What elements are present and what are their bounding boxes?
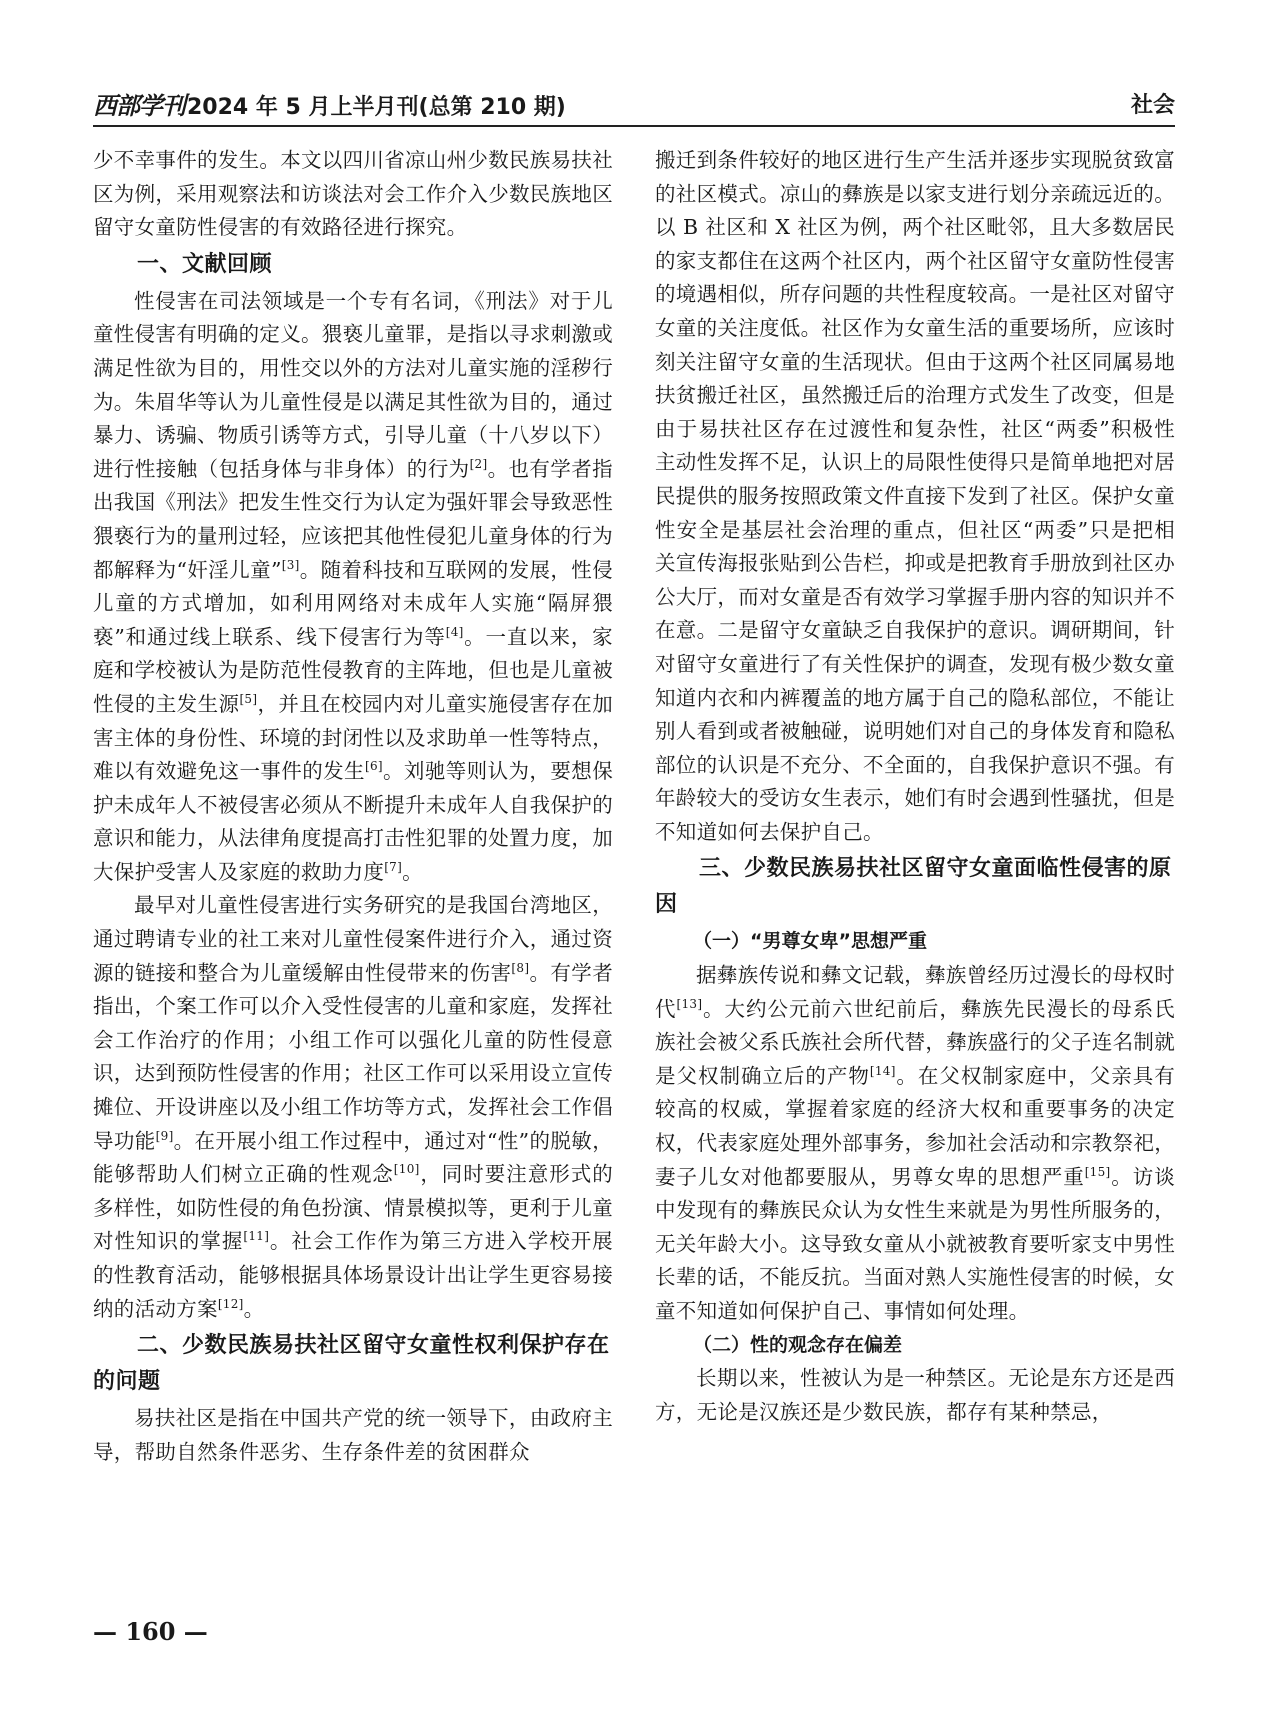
subsection-heading: （一）“男尊女卑”思想严重	[693, 930, 927, 953]
citation-ref: [10]	[393, 1162, 420, 1177]
citation-ref: [9]	[155, 1128, 174, 1143]
paragraph: 最早对儿童性侵害进行实务研究的是我国台湾地区，通过聘请专业的社工来对儿童性侵案件进行介入，通过资源的链接和整合为儿童缓解由性侵带来的伤害[8]。有学者指出，个案工作可以介入受性侵害的儿童和家庭，发挥社会工作治疗的作用；小组工作可以强化儿童的防性侵意识，达到预防性侵害的作用；社区工作可以采用设立宣传摊位、开设讲座以及小组工作坊等方式，发挥社会工作倡导功能[9]。在开展小组工作过程中，通过对“性”的脱敏，能够帮助人们树立正确的性观念[10]，同时要注意形式的多样性，如防性侵的角色扮演、情景模拟等，更利于儿童对性知识的掌握[11]。社会工作作为第三方进入学校开展的性教育活动，能够根据具体场景设计出让学生更容易接纳的活动方案[12]。	[93, 893, 613, 1321]
paragraph: 据彝族传说和彝文记载，彝族曾经历过漫长的母权时代[13]。大约公元前六世纪前后，彝族先民漫长的母系氏族社会被父系氏族社会所代替，彝族盛行的父子连名制就是父权制确立后的产物[14]。在父权制家庭中，父亲具有较高的权威，掌握着家庭的经济大权和重要事务的决定权，代表家庭处理外部事务，参加社会活动和宗教祭祀，妻子儿女对他都要服从，男尊女卑的思想严重[15]。访谈中发现有的彝族民众认为女性生来就是为男性所服务的，无关年龄大小。这导致女童从小就被教育要听家支中男性长辈的话，不能反抗。当面对熟人实施性侵害的时候，女童不知道如何保护自己、事情如何处理。	[655, 963, 1175, 1323]
journal-title	[93, 92, 566, 122]
citation-ref: [7]	[384, 860, 403, 875]
running-header	[93, 92, 1175, 132]
right-column	[655, 144, 1175, 1604]
section-heading: 一、文献回顾	[137, 251, 273, 277]
citation-ref: [13]	[676, 996, 703, 1011]
section-name: 社会	[1130, 93, 1175, 118]
left-column	[93, 144, 613, 1604]
paragraph: 少不幸事件的发生。本文以四川省凉山州少数民族易扶社区为例，采用观察法和访谈法对会工作介入少数民族地区留守女童防性侵害的有效路径进行探究。	[93, 148, 613, 240]
page-number: — 160 —	[93, 1617, 208, 1646]
journal-logo: 西部学刊	[93, 91, 185, 120]
citation-ref: [2]	[469, 456, 488, 471]
paragraph: 长期以来，性被认为是一种禁区。无论是东方还是西方，无论是汉族还是少数民族，都存有某种禁忌，	[655, 1366, 1175, 1424]
citation-ref: [15]	[1084, 1164, 1111, 1179]
citation-ref: [14]	[869, 1064, 896, 1079]
header-rule	[93, 125, 1175, 127]
citation-ref: [4]	[445, 624, 464, 639]
citation-ref: [5]	[239, 692, 258, 707]
journal-issue: 2024 年 5 月上半月刊(总第 210 期)	[187, 95, 566, 120]
citation-ref: [6]	[364, 759, 383, 774]
section-heading: 二、少数民族易扶社区留守女童性权利保护存在的问题	[93, 1333, 610, 1395]
paragraph: 易扶社区是指在中国共产党的统一领导下，由政府主导，帮助自然条件恶劣、生存条件差的贫困群众	[93, 1406, 613, 1464]
citation-ref: [11]	[243, 1229, 270, 1244]
citation-ref: [12]	[217, 1296, 244, 1311]
subsection-heading: （二）性的观念存在偏差	[693, 1333, 903, 1356]
section-heading: 三、少数民族易扶社区留守女童面临性侵害的原因	[655, 856, 1172, 918]
citation-ref: [3]	[281, 557, 300, 572]
paragraph: 搬迁到条件较好的地区进行生产生活并逐步实现脱贫致富的社区模式。凉山的彝族是以家支进行划分亲疏远近的。以 B 社区和 X 社区为例，两个社区毗邻，且大多数居民的家支都住在这两个社区内，两个社区留守女童防性侵害的境遇相似，所存问题的共性程度较高。一是社区对留守女童的关注度低。社区作为女童生活的重要场所，应该时刻关注留守女童的生活现状。但由于这两个社区同属易地扶贫搬迁社区，虽然搬迁后的治理方式发生了改变，但是由于易扶社区存在过渡性和复杂性，社区“两委”积极性主动性发挥不足，认识上的局限性使得只是简单地把对居民提供的服务按照政策文件直接下发到了社区。保护女童性安全是基层社会治理的重点，但社区“两委”只是把相关宣传海报张贴到公告栏，抑或是把教育手册放到社区办公大厅，而对女童是否有效学习掌握手册内容的知识并不在意。二是留守女童缺乏自我保护的意识。调研期间，针对留守女童进行了有关性保护的调查，发现有极少数女童知道内衣和内裤覆盖的地方属于自己的隐私部位，不能让别人看到或者被触碰，说明她们对自己的身体发育和隐私部位的认识是不充分、不全面的，自我保护意识不强。有年龄较大的受访女生表示，她们有时会遇到性骚扰，但是不知道如何去保护自己。	[655, 148, 1175, 844]
citation-ref: [8]	[511, 960, 530, 975]
paragraph: 性侵害在司法领域是一个专有名词，《刑法》对于儿童性侵害有明确的定义。猥亵儿童罪，是指以寻求刺激或满足性欲为目的，用性交以外的方法对儿童实施的淫秽行为。朱眉华等认为儿童性侵是以满足其性欲为目的，通过暴力、诱骗、物质引诱等方式，引导儿童（十八岁以下）进行性接触（包括身体与非身体）的行为[2]。也有学者指出我国《刑法》把发生性交行为认定为强奸罪会导致恶性猥亵行为的量刑过轻，应该把其他性侵犯儿童身体的行为都解释为“奸淫儿童”[3]。随着科技和互联网的发展，性侵儿童的方式增加，如利用网络对未成年人实施“隔屏猥亵”和通过线上联系、线下侵害行为等[4]。一直以来，家庭和学校被认为是防范性侵教育的主阵地，但也是儿童被性侵的主发生源[5]，并且在校园内对儿童实施侵害存在加害主体的身份性、环境的封闭性以及求助单一性等特点，难以有效避免这一事件的发生[6]。刘驰等则认为，要想保护未成年人不被侵害必须从不断提升未成年人自我保护的意识和能力，从法律角度提高打击性犯罪的处置力度，加大保护受害人及家庭的救助力度[7]。	[93, 288, 613, 884]
